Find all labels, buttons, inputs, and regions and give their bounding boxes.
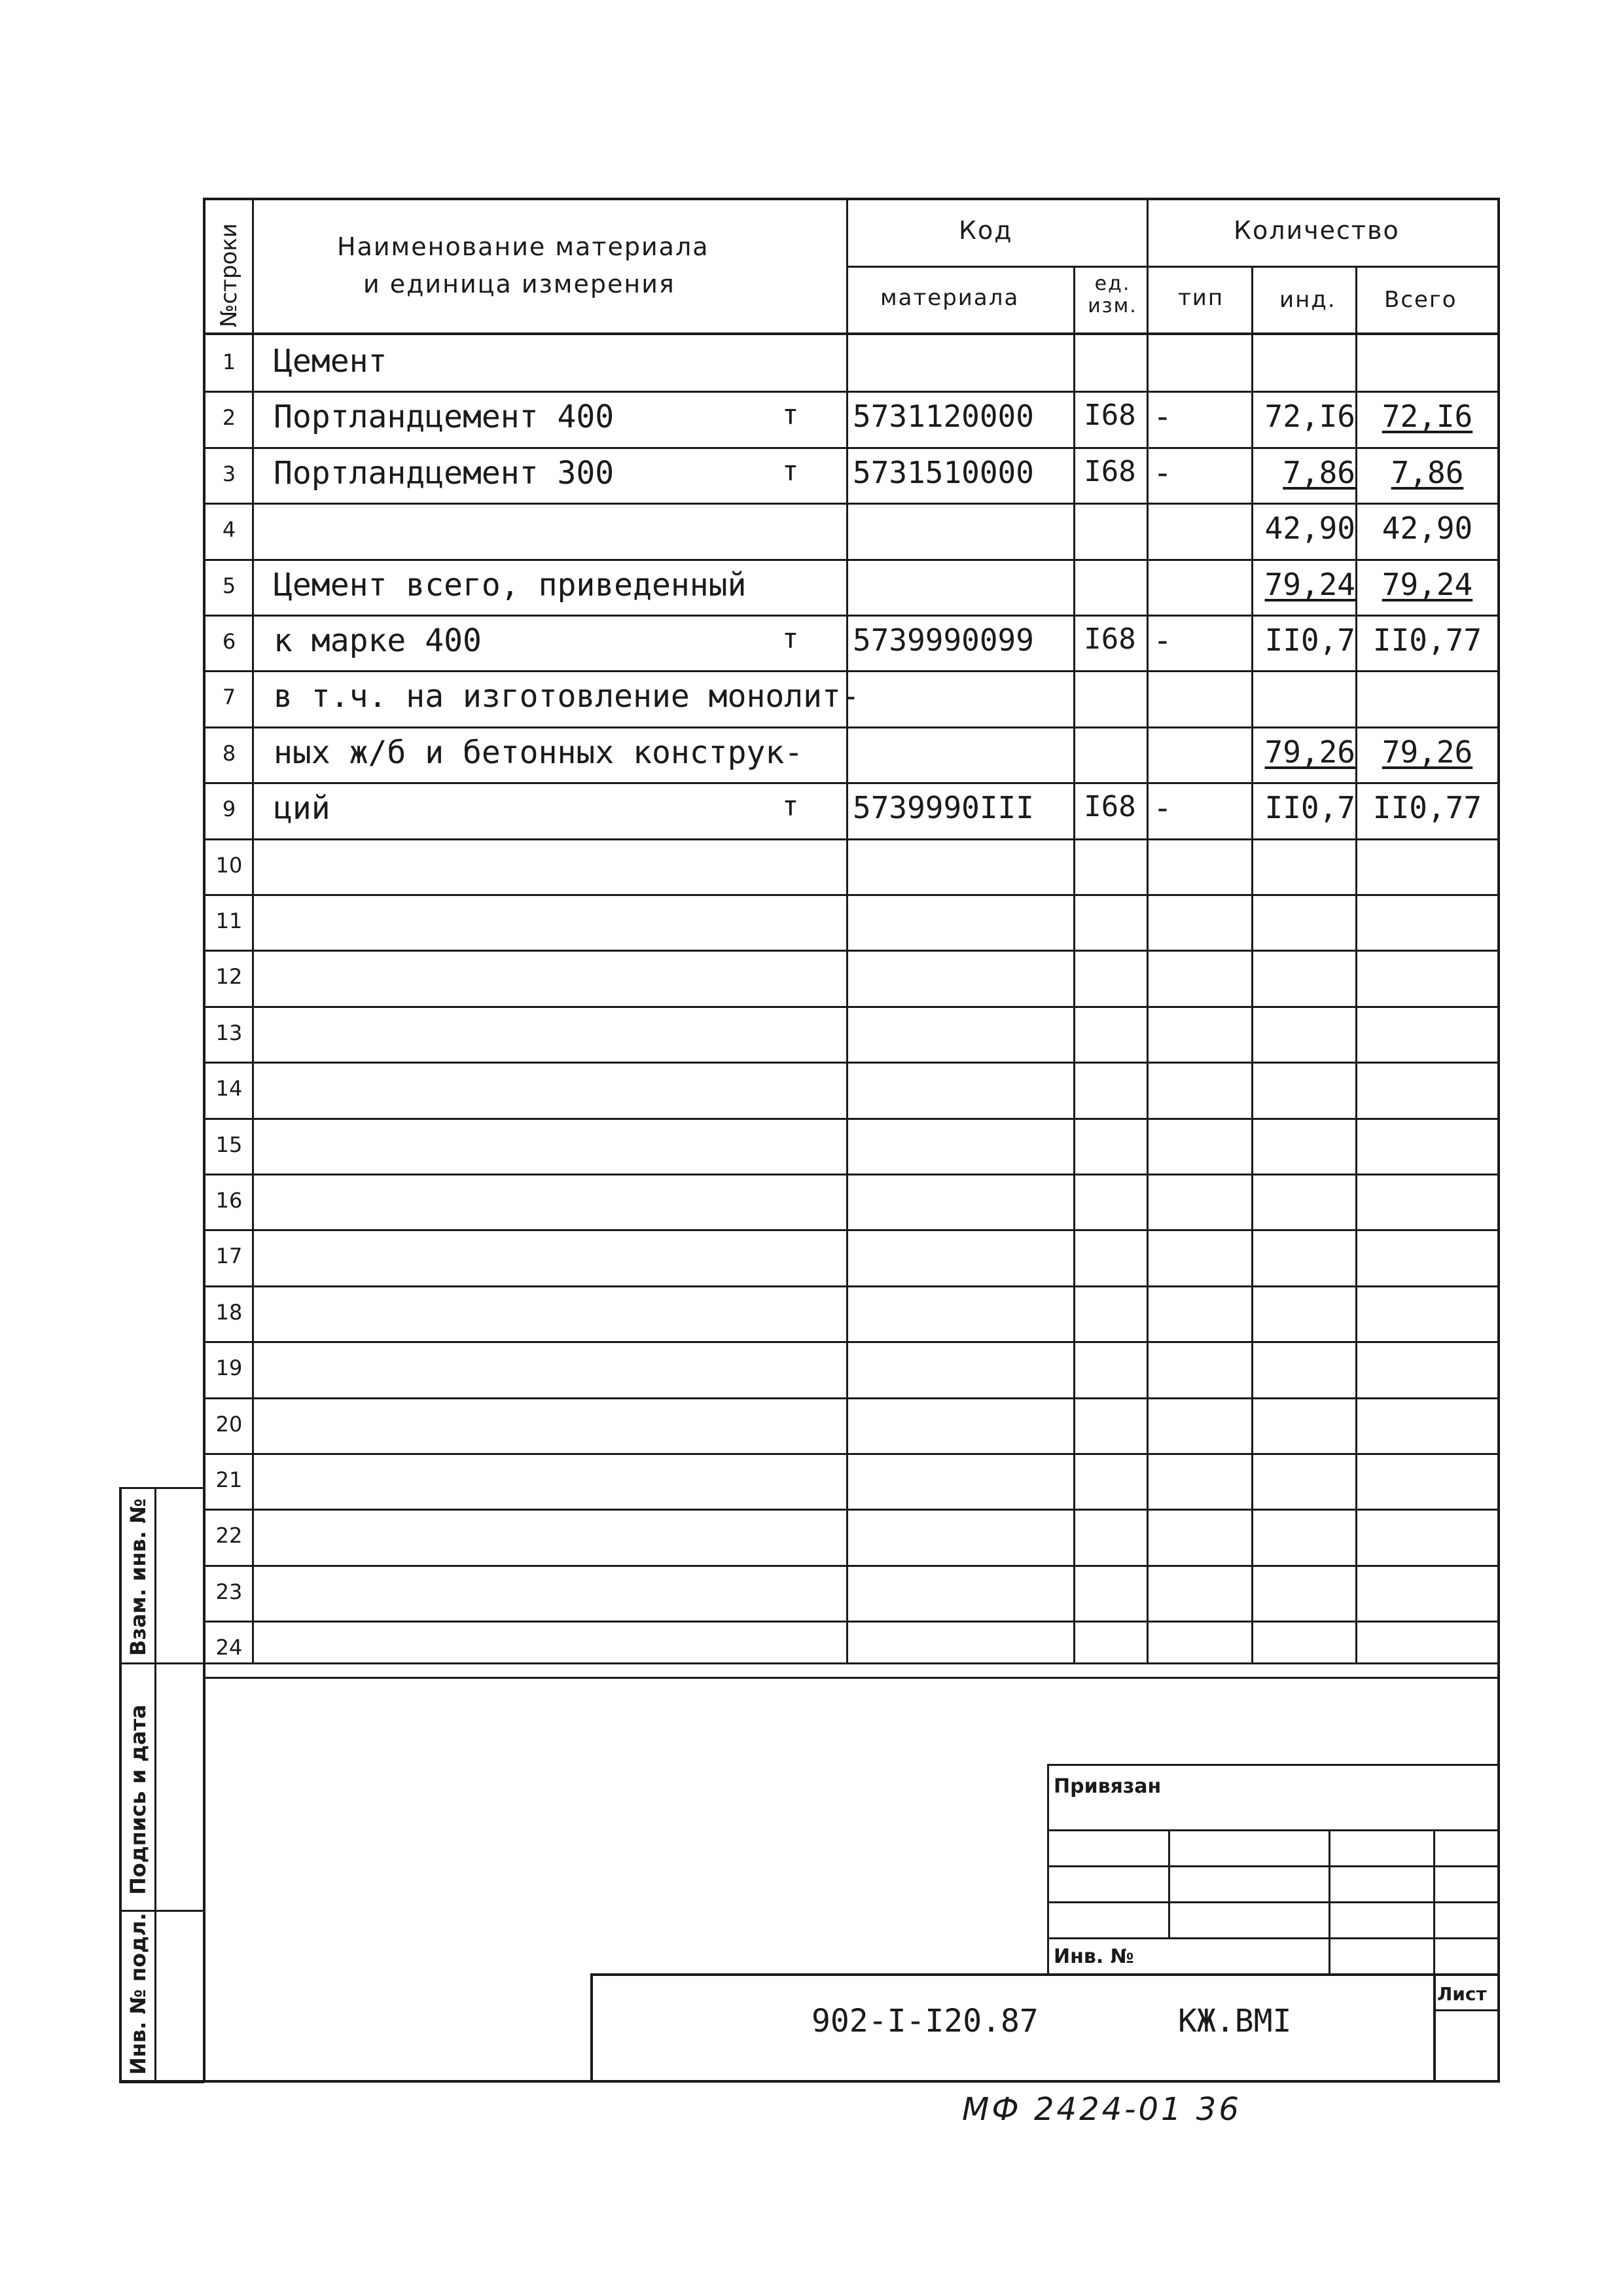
measure-unit: т <box>782 790 799 822</box>
designation-box-top <box>590 1973 1500 1976</box>
material-name: ций <box>274 790 330 827</box>
bound-label: Привязан <box>1054 1775 1162 1798</box>
row-number: 12 <box>215 964 243 989</box>
inventory-original-label: Инв. № подл. <box>126 1912 151 2075</box>
row-number: 10 <box>215 853 243 878</box>
quantity-individual: 79,24 <box>1264 567 1355 602</box>
document-mark: КЖ.ВМI <box>1178 2003 1292 2039</box>
row-number: 14 <box>215 1076 243 1101</box>
material-name: Цемент всего, приведенный <box>274 567 747 603</box>
row-line <box>203 1397 1500 1399</box>
row-number: 6 <box>222 629 236 654</box>
quantity-total: 79,26 <box>1382 734 1473 770</box>
material-code: 5731120000 <box>853 399 1034 434</box>
quantity-ind-header: инд. <box>1279 287 1336 313</box>
sheet-box-divider <box>1433 2009 1500 2011</box>
row-line <box>203 1006 1500 1008</box>
material-code: 5731510000 <box>853 455 1034 490</box>
header-bottom-line <box>203 332 1500 335</box>
quantity-individual: 7,86 <box>1283 455 1355 490</box>
side-stamp-div2 <box>119 1910 204 1912</box>
code-unit-header-line1: ед. <box>1094 272 1131 295</box>
row-number: 20 <box>215 1412 243 1437</box>
row-line <box>203 894 1500 896</box>
row-number: 15 <box>215 1132 243 1157</box>
signature-date-label: Подпись и дата <box>126 1704 151 1895</box>
row-line <box>203 782 1500 784</box>
designation-box-left <box>590 1973 593 2081</box>
code-unit-header-line2: изм. <box>1088 295 1137 317</box>
col-line-name <box>846 198 848 1664</box>
row-line <box>203 391 1500 393</box>
unit-code: I68 <box>1084 399 1136 432</box>
unit-code: I68 <box>1084 622 1136 656</box>
measure-unit: т <box>782 622 799 655</box>
bound-box-vline2 <box>1329 1829 1330 1973</box>
code-header: Код <box>959 216 1013 245</box>
material-code: 5739990099 <box>853 622 1034 658</box>
material-code: 5739990III <box>853 790 1034 825</box>
name-header-line2: и единица измерения <box>363 270 675 298</box>
row-number: 5 <box>222 573 236 598</box>
measure-unit: т <box>782 399 799 431</box>
table-border-top <box>203 198 1500 200</box>
row-line <box>203 1341 1500 1343</box>
quantity-total: II0,77 <box>1372 622 1482 658</box>
handwritten-archive-number: МФ 2424-01 36 <box>962 2091 1241 2128</box>
row-line <box>203 559 1500 561</box>
quantity-type: - <box>1153 455 1172 492</box>
quantity-total: 7,86 <box>1391 455 1464 490</box>
quantity-type-header: тип <box>1178 285 1224 311</box>
row-number: 7 <box>222 685 236 709</box>
row-number: 22 <box>215 1523 243 1548</box>
row-line <box>203 1677 1500 1679</box>
inventory-number-label: Инв. № <box>1054 1945 1134 1968</box>
row-number: 8 <box>222 741 236 766</box>
row-line <box>203 1174 1500 1175</box>
row-number: 21 <box>215 1467 243 1492</box>
quantity-total-header: Всего <box>1384 287 1457 313</box>
bound-box-row4 <box>1047 1937 1500 1939</box>
quantity-individual: II0,7 <box>1264 790 1355 825</box>
material-name: ных ж/б и бетонных конструк- <box>274 734 804 771</box>
unit-code: I68 <box>1084 790 1136 823</box>
code-material-header: материала <box>880 285 1020 311</box>
row-number: 4 <box>222 517 236 542</box>
side-stamp-inner <box>154 1487 156 2083</box>
document-number: 902-I-I20.87 <box>812 2003 1039 2039</box>
row-line <box>203 615 1500 617</box>
table-region-bottom <box>203 1662 1500 1664</box>
row-number: 1 <box>222 350 236 374</box>
header-mid-line <box>846 266 1500 268</box>
row-line <box>203 1118 1500 1120</box>
side-stamp-div1 <box>119 1662 204 1664</box>
bound-box-row3 <box>1047 1901 1500 1903</box>
row-number: 18 <box>215 1300 243 1325</box>
row-line <box>203 670 1500 672</box>
row-line <box>203 503 1500 505</box>
bound-box-row2 <box>1047 1865 1500 1867</box>
quantity-individual: 72,I6 <box>1264 399 1355 434</box>
quantity-type: - <box>1153 790 1172 827</box>
quantity-individual: 79,26 <box>1264 734 1355 770</box>
quantity-type: - <box>1153 399 1172 435</box>
row-line <box>203 1062 1500 1064</box>
quantity-individual: II0,7 <box>1264 622 1355 658</box>
material-name: Портландцемент 300 <box>274 455 615 492</box>
row-number: 11 <box>215 908 243 933</box>
material-name: к марке 400 <box>274 622 482 659</box>
replacement-inventory-label: Взам. инв. № <box>126 1498 151 1656</box>
row-line <box>203 447 1500 449</box>
row-line <box>203 726 1500 728</box>
bound-box-left <box>1047 1764 1049 1973</box>
row-number: 23 <box>215 1579 243 1604</box>
row-line <box>203 1565 1500 1567</box>
row-number: 16 <box>215 1188 243 1213</box>
row-number: 19 <box>215 1355 243 1380</box>
row-line <box>203 1621 1500 1623</box>
sheet-box-left <box>1433 1973 1436 2081</box>
material-name: в т.ч. на изготовление монолит- <box>274 678 860 715</box>
bound-box-top <box>1047 1764 1500 1766</box>
row-line <box>203 950 1500 952</box>
quantity-total: II0,77 <box>1372 790 1482 825</box>
bound-box-vline1 <box>1168 1829 1170 1937</box>
row-number: 13 <box>215 1020 243 1045</box>
row-number: 24 <box>215 1635 243 1660</box>
name-header-line1: Наименование материала <box>337 232 709 261</box>
sheet-label: Лист <box>1437 1983 1487 2005</box>
row-number: 3 <box>222 461 236 486</box>
row-line <box>203 1229 1500 1231</box>
quantity-header: Количество <box>1234 216 1400 245</box>
material-name: Цемент <box>274 343 387 380</box>
row-number: 9 <box>222 797 236 821</box>
row-line <box>203 1285 1500 1287</box>
row-number: 17 <box>215 1244 243 1268</box>
quantity-individual: 42,90 <box>1264 511 1355 546</box>
row-number: 2 <box>222 405 236 430</box>
unit-code: I68 <box>1084 455 1136 488</box>
row-line <box>203 838 1500 840</box>
side-stamp-top <box>119 1487 204 1489</box>
quantity-total: 72,I6 <box>1382 399 1473 434</box>
page-frame-bottom <box>119 2080 1500 2083</box>
row-line <box>203 1509 1500 1511</box>
bound-box-row1 <box>1047 1829 1500 1831</box>
measure-unit: т <box>782 455 799 487</box>
quantity-type: - <box>1153 622 1172 659</box>
table-border-right <box>1497 198 1500 2083</box>
material-name: Портландцемент 400 <box>274 399 615 435</box>
quantity-total: 42,90 <box>1382 511 1473 546</box>
side-stamp-outer-left <box>119 1487 122 2083</box>
bound-box-vline3 <box>1433 1829 1435 1973</box>
row-line <box>203 1453 1500 1455</box>
row-number-header: №строки <box>216 223 242 327</box>
col-line-unit <box>1147 198 1149 1664</box>
quantity-total: 79,24 <box>1382 567 1473 602</box>
